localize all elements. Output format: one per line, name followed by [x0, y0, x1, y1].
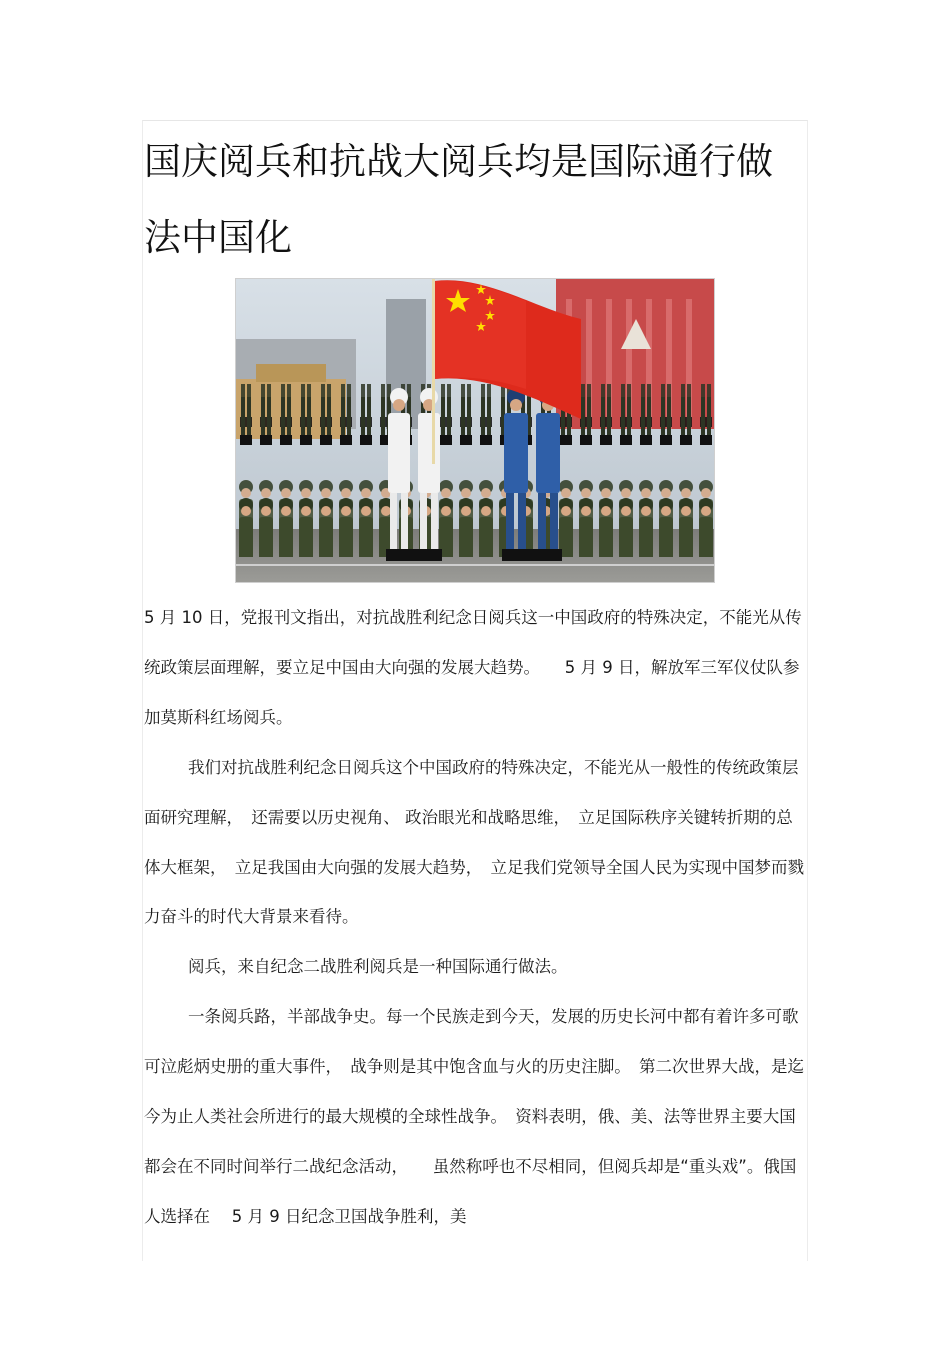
paragraph-3: 阅兵，来自纪念二战胜利阅兵是一种国际通行做法。 [188, 957, 568, 977]
paragraph-1: 5 月 10 日，党报刊文指出，对抗战胜利纪念日阅兵这一中国政府的特殊决定，不能光从传统政策层面理解，要立足中国由大向强的发展大趋势。 5 月 9 日，解放军三军仪仗队参加莫斯科红场阅兵。 [144, 608, 802, 727]
paragraph-2: 我们对抗战胜利纪念日阅兵这个中国政府的特殊决定，不能光从一般性的传统政策层面研究理解， 还需要以历史视角、 政治眼光和战略思维， 立足国际秩序关键转折期的总体大框架， 立足我国由大向强的发展大趋势， 立足我们党领导全国人民为实现中国梦而戮力奋斗的时代大背景来看待。 [144, 757, 804, 927]
paragraph-4: 一条阅兵路，半部战争史。每一个民族走到今天，发展的历史长河中都有着许多可歌可泣彪炳史册的重大事件， 战争则是其中饱含血与火的历史注脚。 第二次世界大战，是迄今为止人类社会所进行的最大规模的全球性战争。 资料表明，俄、美、法等世界主要大国都会在不同时间举行二战纪念活动， 虽然称呼也不尽相同，但阅兵却是“重头戏”。俄国人选择在 5 月 9 日纪念卫国战争胜利，美 [144, 1007, 804, 1226]
article-photo [235, 278, 715, 583]
article-title: 国庆阅兵和抗战大阅兵均是国际通行做法中国化 [144, 140, 773, 259]
article-body [144, 593, 806, 1242]
